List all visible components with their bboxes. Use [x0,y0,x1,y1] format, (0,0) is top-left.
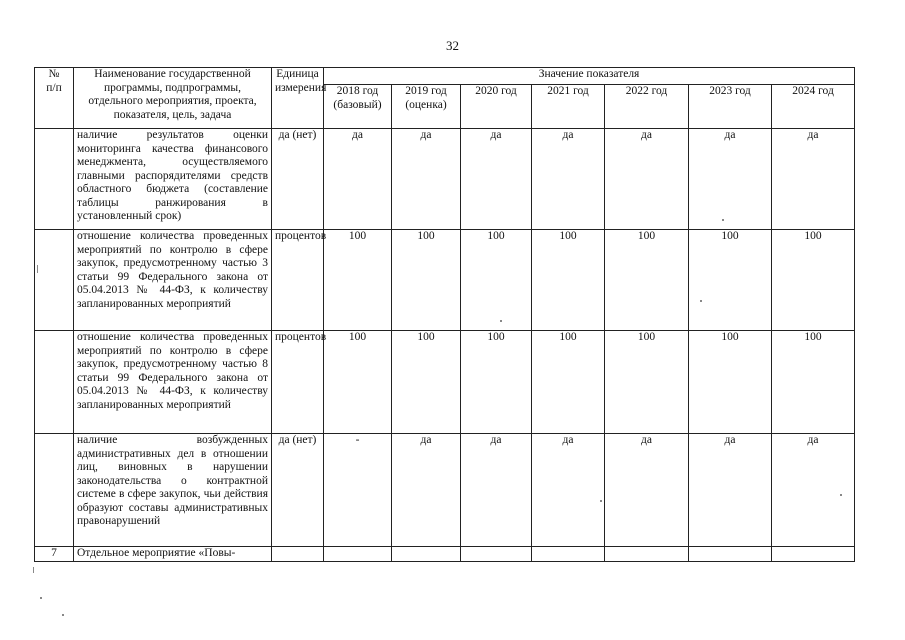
table-row [35,547,855,562]
scan-speck [500,320,502,322]
row-num: 7 [35,547,74,562]
row-value: да [605,129,689,230]
header-unit: Единица измерения [272,68,324,129]
row-value: 100 [324,230,392,331]
table-row [35,331,855,434]
row-value: да [392,129,461,230]
row-num [35,129,74,230]
header-year: 2021 год [532,85,605,129]
row-value: да [532,434,605,547]
table-row [35,129,855,230]
row-value [324,547,392,562]
header-year: 2020 год [461,85,532,129]
row-value: 100 [689,331,772,434]
row-value [689,547,772,562]
row-value: 100 [532,331,605,434]
row-value [392,547,461,562]
row-value [461,547,532,562]
row-value: 100 [605,230,689,331]
scan-speck [62,614,64,616]
row-value: 100 [532,230,605,331]
row-name: наличие результатов оценки мониторинга качества финансового менеджмента, осуществляемого главными распорядителями средств областного бюджета (составление таблицы ранжирования в установленный срок) [74,129,272,230]
scan-speck [700,300,702,302]
row-name: отношение количества проведенных мероприятий по контролю в сфере закупок, предусмотренному частью 8 статьи 99 Федерального закона от 05.04.2013 № 44-ФЗ, к количеству запланированных мероприятий [74,331,272,434]
row-value [772,547,855,562]
header-num: № п/п [35,68,74,129]
row-unit: процентов [272,230,324,331]
row-unit: да (нет) [272,434,324,547]
row-value: да [461,434,532,547]
row-name: Отдельное мероприятие «Повы- [74,547,272,562]
header-year: 2022 год [605,85,689,129]
row-value: да [772,434,855,547]
row-value: да [689,434,772,547]
row-value: 100 [461,331,532,434]
scan-speck [40,597,42,599]
row-value: 100 [689,230,772,331]
indicator-table [34,67,855,562]
header-year: 2018 год (базовый) [324,85,392,129]
row-value: да [392,434,461,547]
row-value: 100 [392,331,461,434]
row-unit: процентов [272,331,324,434]
row-value: 100 [772,331,855,434]
header-year: 2024 год [772,85,855,129]
row-value: 100 [324,331,392,434]
header-values-group: Значение показателя [324,68,855,85]
page-number: 32 [446,38,459,53]
row-value: 100 [605,331,689,434]
table-row [35,434,855,547]
row-value: 100 [772,230,855,331]
row-value: да [772,129,855,230]
row-unit: да (нет) [272,129,324,230]
header-row [35,68,855,85]
row-value: да [605,434,689,547]
row-unit [272,547,324,562]
row-value: да [532,129,605,230]
row-value [532,547,605,562]
header-year: 2023 год [689,85,772,129]
row-value: да [689,129,772,230]
scan-speck [722,219,724,221]
scan-speck [840,494,842,496]
header-year: 2019 год (оценка) [392,85,461,129]
row-value: - [324,434,392,547]
row-value: 100 [392,230,461,331]
row-name: отношение количества проведенных мероприятий по контролю в сфере закупок, предусмотренному частью 3 статьи 99 Федерального закона от 05.04.2013 № 44-ФЗ, к количеству запланированных мероприятий [74,230,272,331]
row-value: да [324,129,392,230]
scan-speck [600,500,602,502]
scan-speck [33,567,34,573]
row-num [35,230,74,331]
row-num [35,434,74,547]
row-num [35,331,74,434]
row-name: наличие возбужденных административных дел в отношении лиц, виновных в нарушении законодательства о контрактной системе в сфере закупок, чьи действия образуют составы административных правонарушений [74,434,272,547]
header-name: Наименование государственной программы, подпрограммы, отдельного мероприятия, проекта, показателя, цель, задача [74,68,272,129]
row-value: 100 [461,230,532,331]
scan-speck [37,265,38,273]
row-value [605,547,689,562]
table-row [35,230,855,331]
row-value: да [461,129,532,230]
